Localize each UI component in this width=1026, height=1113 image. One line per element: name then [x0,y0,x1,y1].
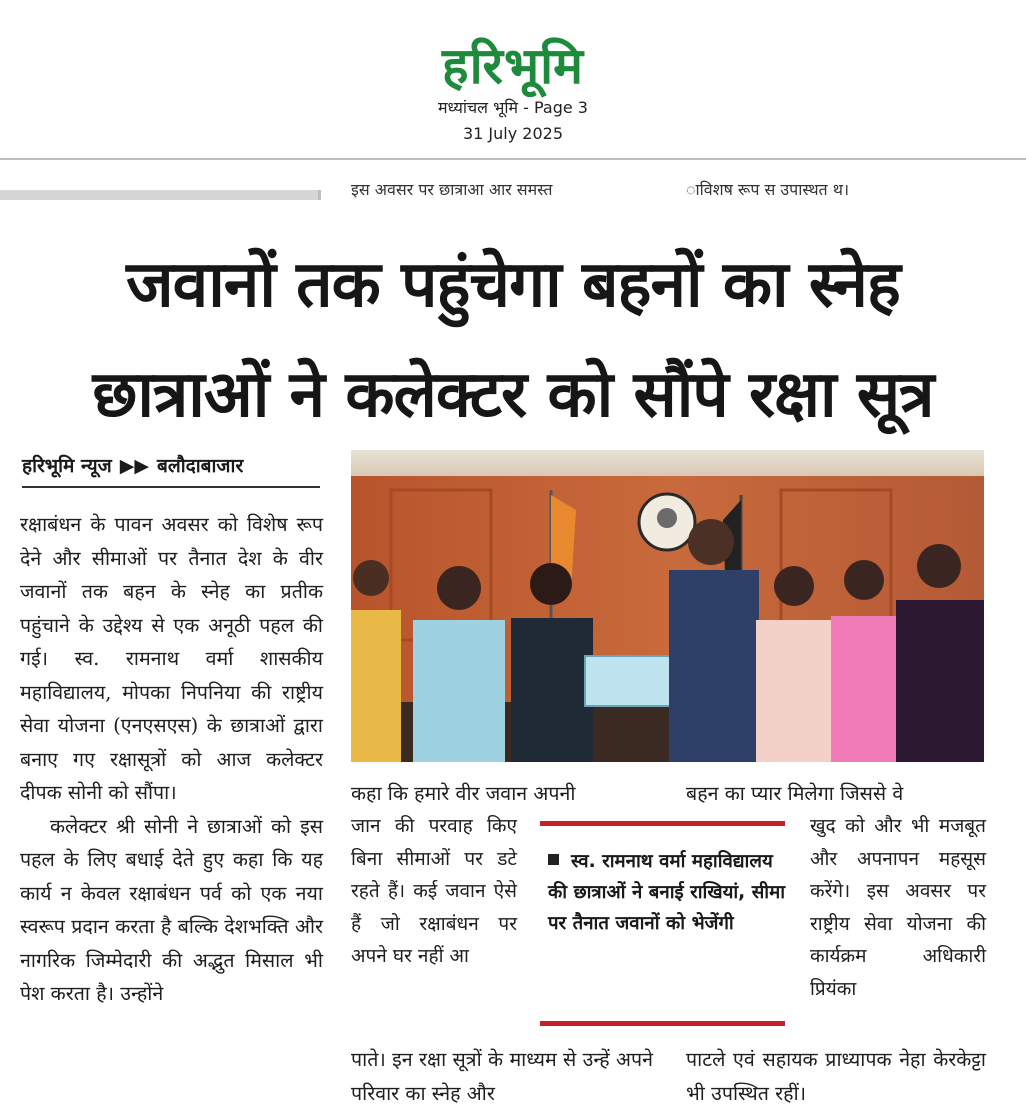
article-column-right-side: खुद को और भी मजबूत और अपनापन महसूस करेंगे। इस अवसर पर राष्ट्रीय सेवा योजना की कार्यक्रम अधिकारी प्रियंका [810,815,986,1000]
pull-quote [548,846,788,939]
pull-quote-top-rule [540,821,785,826]
pull-quote-text: स्व. रामनाथ वर्मा महाविद्यालय की छात्राओं ने बनाई राखियां, सीमा पर तैनात जवानों को भेजेंगी [548,851,786,934]
byline-source: हरिभूमि न्यूज [22,455,112,477]
article-column-left [20,508,323,1011]
article-column-middle-side: जान की परवाह किए बिना सीमाओं पर डटे रहते हैं। कई जवान ऐसे हैं जो रक्षाबंधन पर अपने घर नहीं आ [351,815,517,967]
edition-label: मध्यांचल भूमि - Page 3 [437,98,588,117]
previous-article-bar [0,190,321,200]
previous-article-text-right: ाविशष रूप स उपास्थत थ। [686,180,850,199]
publication-date: 31 July 2025 [462,124,564,143]
headline-line-1: जवानों तक पहुंचेगा बहनों का स्नेह [126,248,900,322]
pull-quote-bottom-rule [540,1021,785,1026]
byline [22,452,320,488]
article-column-middle-bottom: पाते। इन रक्षा सूत्रों के माध्यम से उन्हें अपने परिवार का स्नेह और [351,1048,653,1105]
article-column-middle-top: कहा कि हमारे वीर जवान अपनी [351,782,576,805]
headline-line-2: छात्राओं ने कलेक्टर को सौंपे रक्षा सूत्र [92,358,934,432]
masthead-logo: हरिभूमि [442,37,584,95]
article-column-right-bottom: पाटले एवं सहायक प्राध्यापक नेहा केरकेट्टा भी उपस्थित रहीं। [686,1048,986,1105]
previous-article-text-left: इस अवसर पर छात्राआ आर समस्त [351,180,553,199]
byline-location: बलौदाबाजार [157,455,244,477]
article-paragraph-1: रक्षाबंधन के पावन अवसर को विशेष रूप देने और सीमाओं पर तैनात देश के वीर जवानों तक बहन के स्नेह का प्रतीक पहुंचाने के उद्देश्य से एक अनूठी पहल की गई। स्व. रामनाथ वर्मा शासकीय महाविद्यालय, मोपका निपनिया की राष्ट्रीय सेवा योजना (एनएसएस) के छात्राओं द्वारा बनाए गए रक्षासूत्रों को आज कलेक्टर दीपक सोनी को सौंपा। [20,513,323,804]
header-divider [0,158,1026,160]
byline-separator-icon: ▶▶ [119,455,149,477]
news-photo [351,450,984,762]
article-paragraph-2: कलेक्टर श्री सोनी ने छात्राओं को इस पहल के लिए बधाई देते हुए कहा कि यह कार्य न केवल रक्षाबंधन पर्व को एक नया स्वरूप प्रदान करता है बल्कि देशभक्ति और नागरिक जिम्मेदारी की अद्भुत मिसाल भी पेश करता है। उन्होंने [20,814,323,1005]
article-column-right-top: बहन का प्यार मिलेगा जिससे वे [686,782,904,805]
square-bullet-icon [548,854,559,865]
